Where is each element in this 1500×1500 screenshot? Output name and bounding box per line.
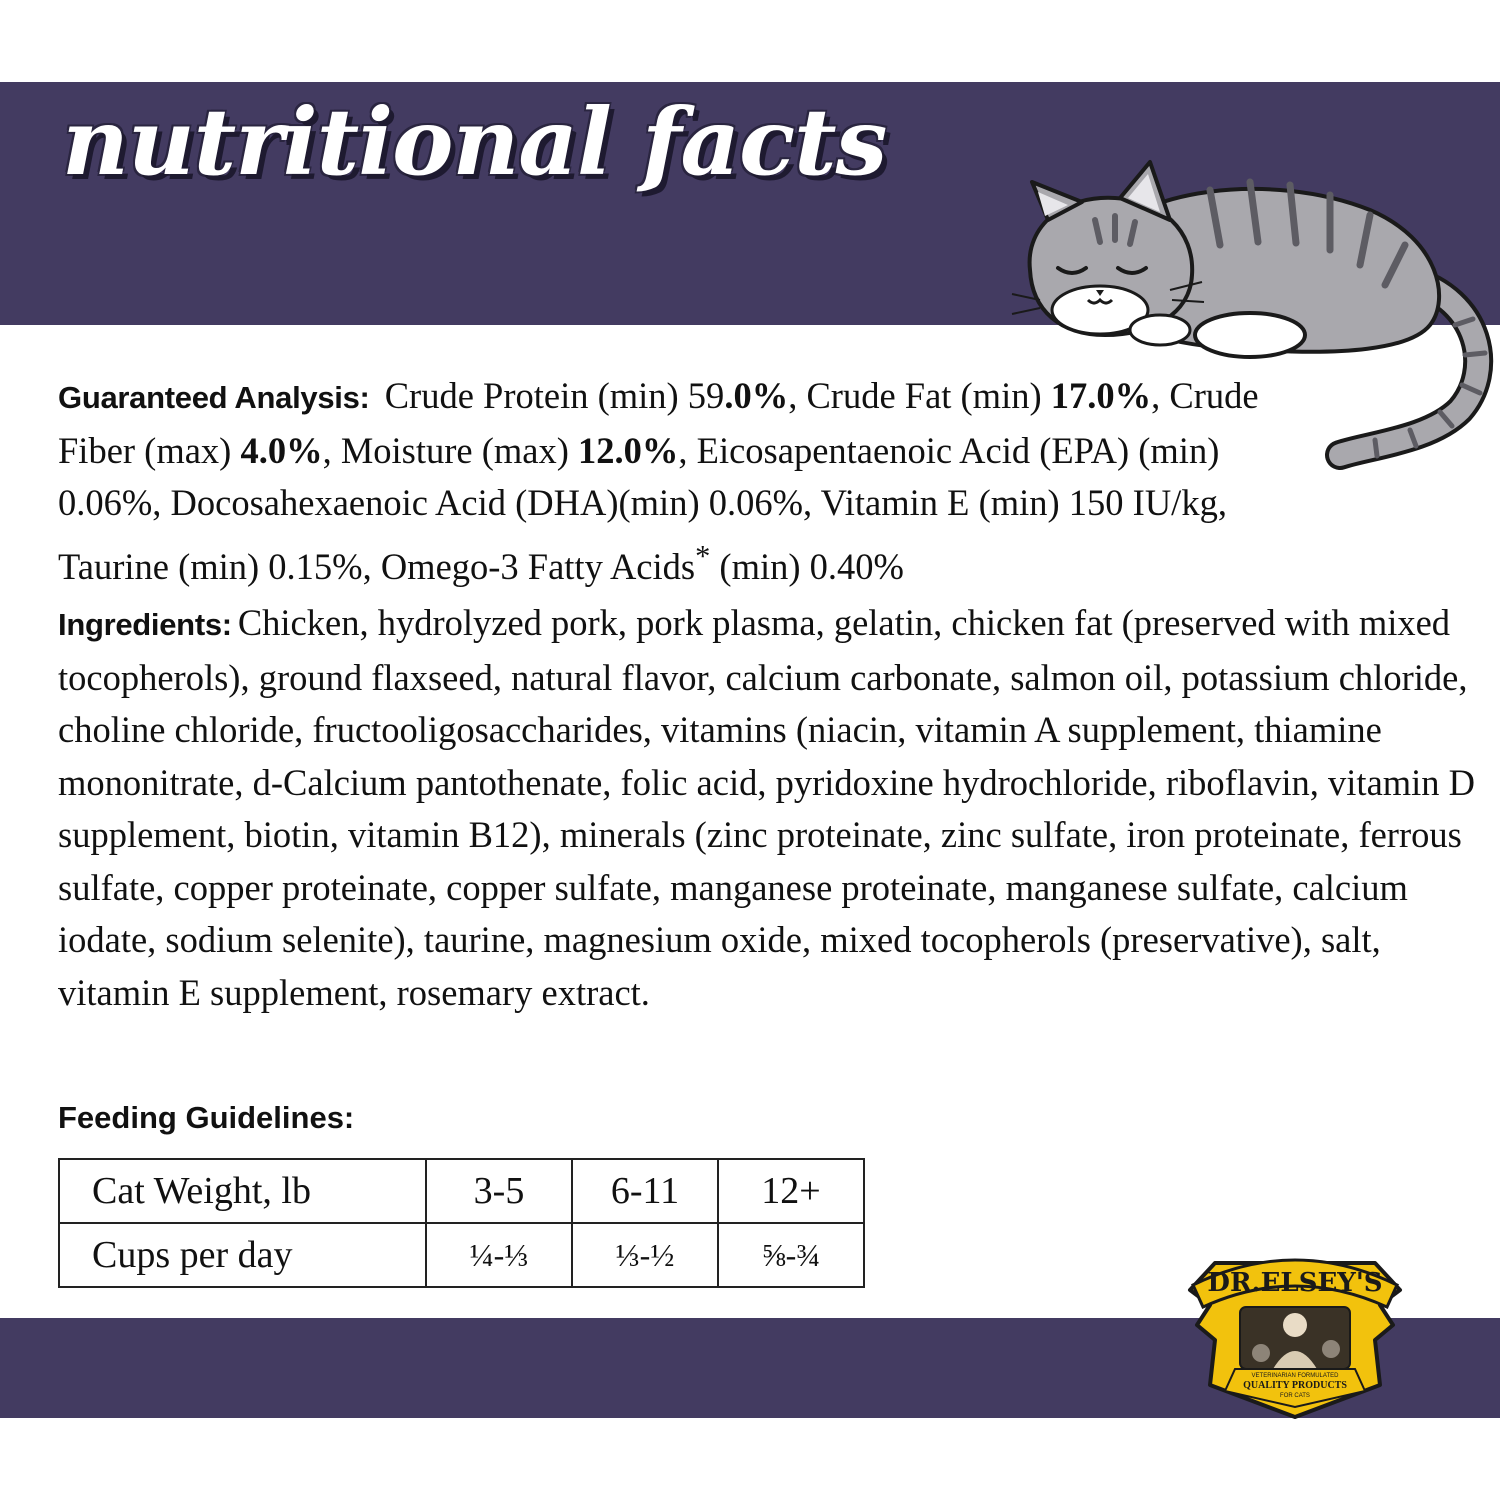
ga-segment: .0% (724, 375, 789, 416)
feeding-guidelines-heading: Feeding Guidelines: (58, 1100, 355, 1135)
table-cell: 6-11 (572, 1159, 718, 1223)
ga-segment: (min) 0.40% (710, 545, 904, 587)
ga-segment: , Moisture (max) (322, 429, 579, 471)
ga-segment: * (695, 538, 711, 573)
ga-segment: , Crude Fiber (max) (58, 375, 1259, 471)
table-cell: ¼-⅓ (426, 1223, 572, 1287)
ga-segment: , Eicosapentaenoic Acid (EPA) (min) 0.06%, Docosahexaenoic Acid (DHA)(min) 0.06%, Vitamin E (min) 150 IU/kg, Taurine (min) 0.15%, Omego-3 Fatty Acids (58, 429, 1227, 587)
ga-segment: 12.0% (578, 429, 679, 471)
table-cell: 12+ (718, 1159, 864, 1223)
ga-segment: 4.0% (240, 429, 323, 471)
logo-name: DR.ELSEY'S (1207, 1268, 1383, 1298)
table-cell: ⅝-¾ (718, 1223, 864, 1287)
table-cell: ⅓-½ (572, 1223, 718, 1287)
dr-elseys-logo (1175, 1245, 1415, 1420)
guaranteed-analysis (58, 370, 1318, 593)
ga-segment: 17.0% (1050, 375, 1152, 416)
table-cell: 3-5 (426, 1159, 572, 1223)
feeding-table (58, 1158, 865, 1288)
logo-tagline-2: QUALITY PRODUCTS (1243, 1380, 1347, 1391)
page-title: nutritional facts (62, 88, 887, 196)
ingredients-label: Ingredients: (58, 607, 232, 642)
ingredients-text: Chicken, hydrolyzed pork, pork plasma, gelatin, chicken fat (preserved with mixed tocopherols), ground flaxseed, natural flavor, calcium carbonate, salmon oil, potassium chloride, choline chloride, fructooligosaccharides, vitamins (niacin, vitamin A supplement, thiamine mononitrate, d-Calcium pantothenate, folic acid, pyridoxine hydrochloride, riboflavin, vitamin D supplement, biotin, vitamin B12), minerals (zinc proteinate, zinc sulfate, iron proteinate, ferrous sulfate, copper proteinate, copper sulfate, manganese proteinate, manganese sulfate, calcium iodate, sodium selenite), taurine, magnesium oxide, mixed tocopherols (preservative), salt, vitamin E supplement, rosemary extract. (58, 602, 1476, 1013)
table-row (59, 1159, 864, 1223)
logo-tagline-3: FOR CATS (1280, 1393, 1310, 1399)
ingredients (58, 597, 1478, 1019)
guaranteed-analysis-label: Guaranteed Analysis: (58, 380, 370, 415)
logo-tagline-1: VETERINARIAN FORMULATED (1251, 1373, 1339, 1379)
ga-segment: Crude Protein (min) 59 (384, 375, 725, 416)
ga-segment: , Crude Fat (min) (788, 375, 1051, 416)
table-row-header: Cups per day (59, 1223, 426, 1287)
table-row (59, 1223, 864, 1287)
table-row-header: Cat Weight, lb (59, 1159, 426, 1223)
